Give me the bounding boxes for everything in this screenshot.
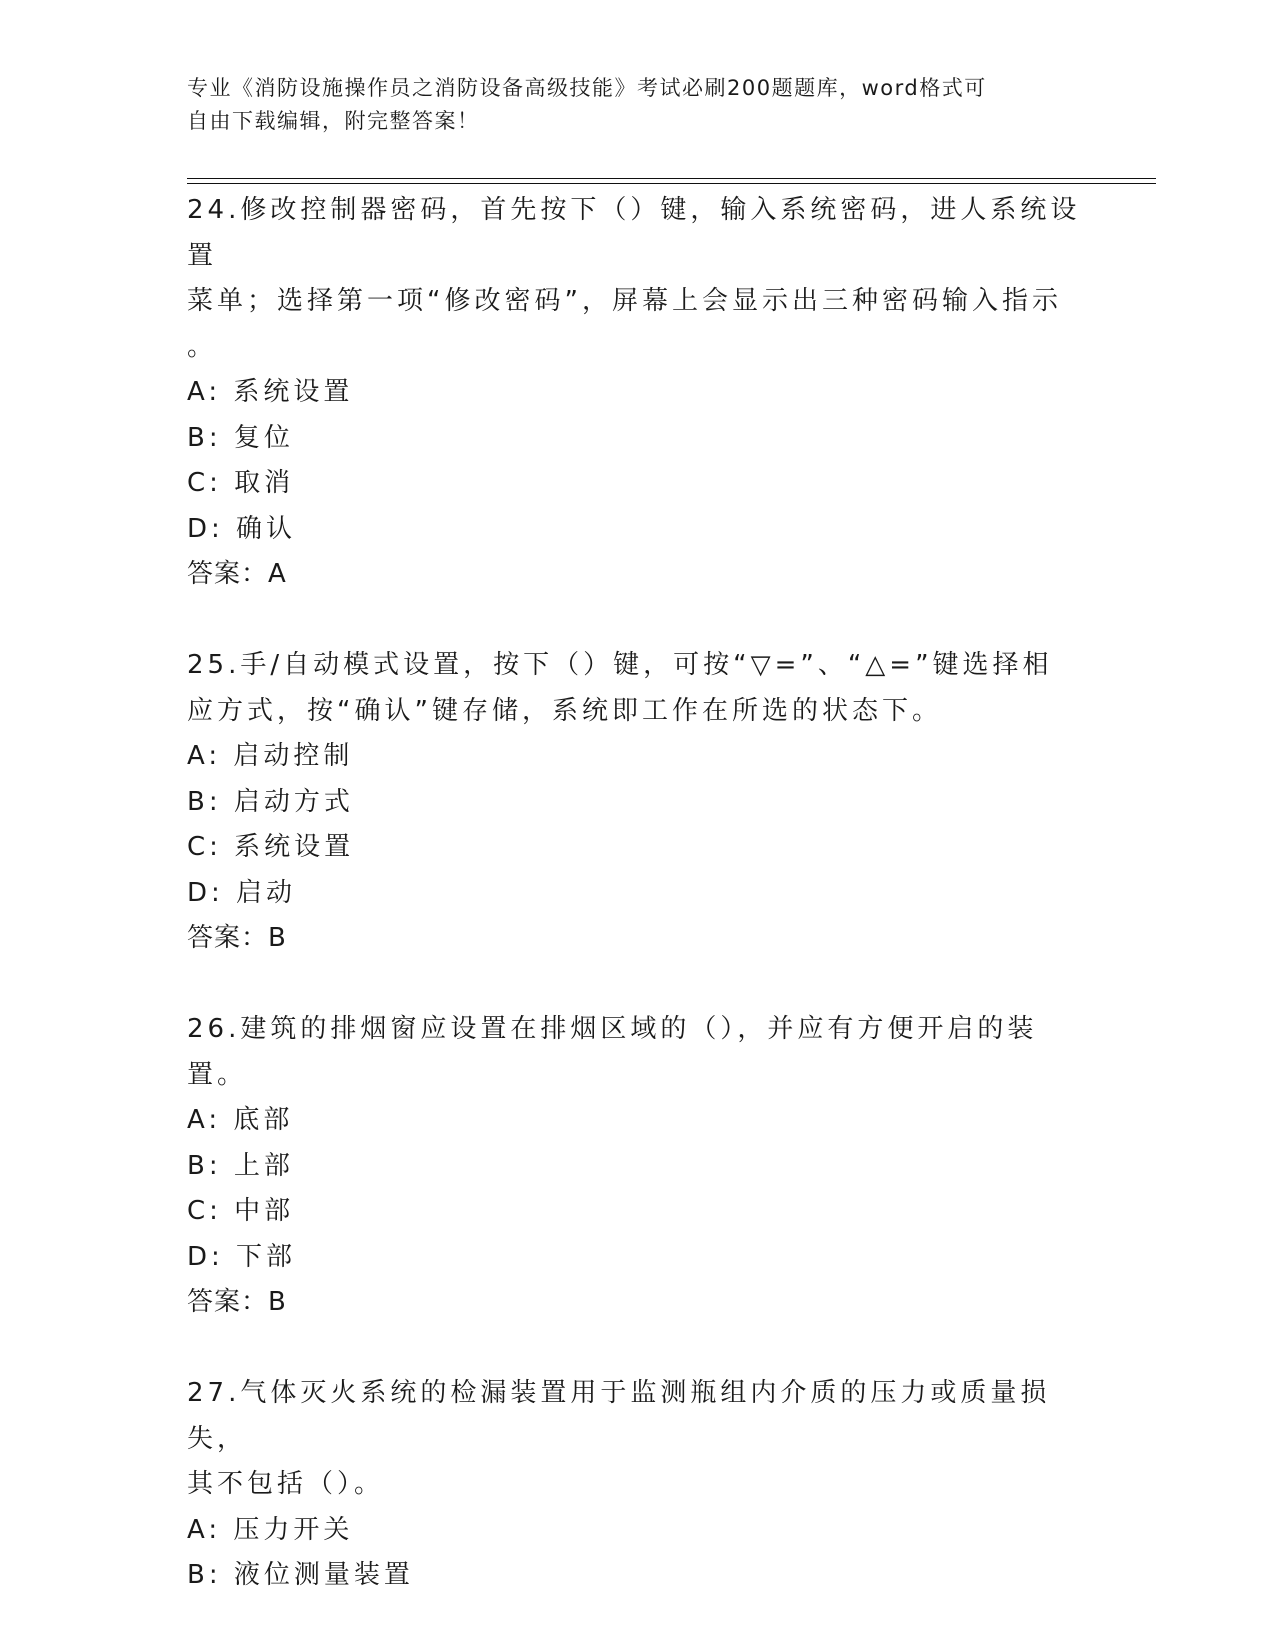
answer: 答案：B: [187, 1287, 287, 1317]
option-a: A: 启动控制: [187, 741, 354, 771]
option-a: A: 系统设置: [187, 377, 354, 407]
question-text-line: 27.气体灭火系统的检漏装置用于监测瓶组内介质的压力或质量损失，: [187, 1378, 1051, 1454]
question-text-line: 25.手/自动模式设置，按下（）键，可按“▽=”、“△=”键选择相: [187, 650, 1053, 680]
option-b: B: 上部: [187, 1150, 294, 1181]
option-d: D: 启动: [187, 877, 297, 908]
question-text-line: 。: [187, 331, 218, 362]
header-divider-bottom: [187, 183, 1156, 184]
document-header: [187, 72, 1067, 138]
question-text-line: 26.建筑的排烟窗应设置在排烟区域的（），并应有方便开启的装置。: [187, 1014, 1038, 1090]
question-text-line: 菜单；选择第一项“修改密码”，屏幕上会显示出三种密码输入指示: [187, 286, 1062, 316]
option-b: B: 液位测量装置: [187, 1560, 414, 1590]
option-c: C: 取消: [187, 468, 295, 498]
option-a: A: 底部: [187, 1105, 294, 1135]
question-26: [187, 1007, 1087, 1371]
option-b: B: 复位: [187, 422, 294, 453]
question-27: [187, 1371, 1087, 1599]
question-list: [187, 188, 1087, 1599]
question-text-line: 应方式，按“确认”键存储，系统即工作在所选的状态下。: [187, 695, 942, 726]
option-a: A: 压力开关: [187, 1514, 354, 1545]
question-24: [187, 188, 1087, 643]
header-line-1: 专业《消防设施操作员之消防设备高级技能》考试必刷200题题库，word格式可: [187, 76, 987, 100]
option-d: D: 下部: [187, 1241, 297, 1272]
option-d: D: 确认: [187, 513, 297, 544]
question-text-line: 其不包括（）。: [187, 1469, 385, 1499]
answer: 答案：B: [187, 923, 287, 953]
header-line-2: 自由下载编辑，附完整答案！: [187, 109, 480, 133]
option-b: B: 启动方式: [187, 786, 354, 817]
header-divider-top: [187, 178, 1156, 179]
option-c: C: 中部: [187, 1196, 295, 1226]
option-c: C: 系统设置: [187, 832, 355, 862]
answer: 答案：A: [187, 559, 287, 589]
question-25: [187, 643, 1087, 1007]
question-text-line: 24.修改控制器密码，首先按下（）键，输入系统密码，进人系统设置: [187, 195, 1081, 271]
